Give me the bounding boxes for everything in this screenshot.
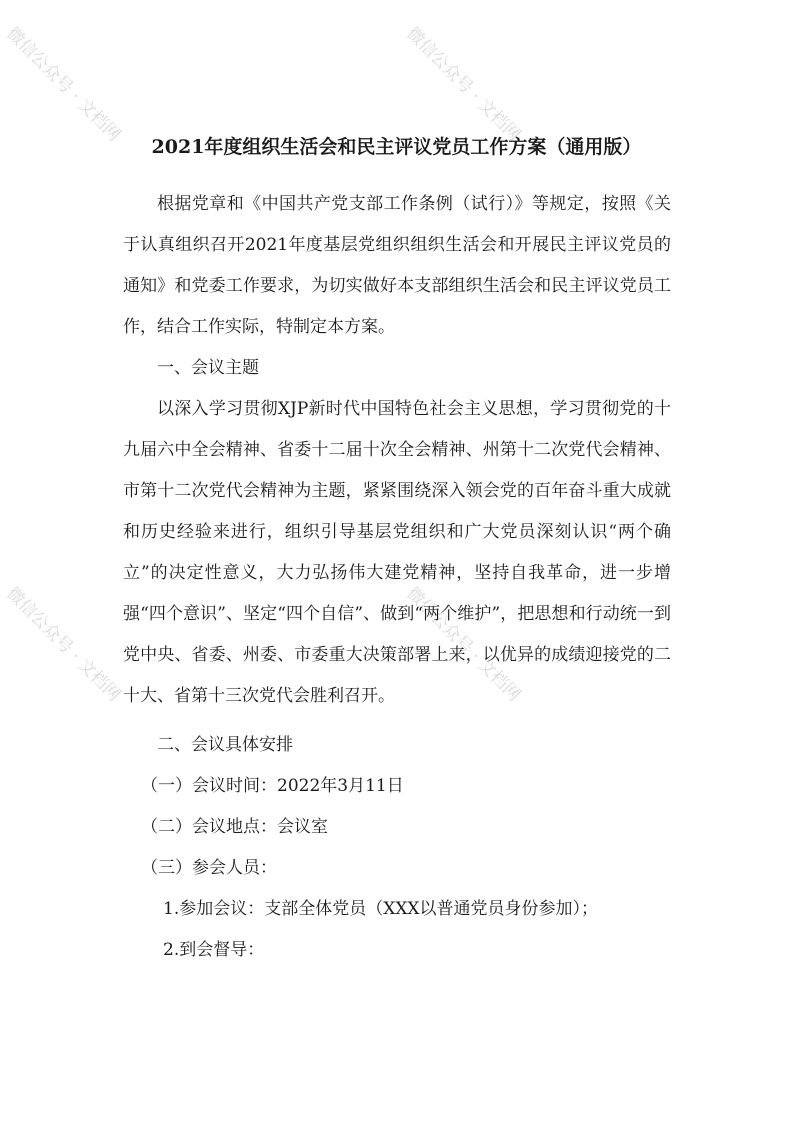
meeting-attendees: （三）参会人员： bbox=[141, 858, 277, 878]
watermark-text: 微信公众号 · 文档网 bbox=[2, 583, 125, 706]
watermark-text: 微信公众号 · 文档网 bbox=[402, 583, 525, 706]
meeting-time: （一）会议时间：2022年3月11日 bbox=[141, 776, 404, 796]
section-1-heading: 一、会议主题 bbox=[157, 358, 259, 378]
attendee-item-2: 2.到会督导： bbox=[163, 940, 265, 960]
section-1-paragraph: 以深入学习贯彻XJP新时代中国特色社会主义思想，学习贯彻党的十九届六中全会精神、省委十二届十次全会精神、州第十二次党代会精神、市第十二次党代会精神为主题，紧紧围绕深入领会党的百年奋斗重大成就和历史经验来进行，组织引导基层党组织和广大党员深刻认识“两个确立”的决定性意义，大力弘扬伟大建党精神，坚持自我革命，进一步增强“四个意识”、坚定“四个自信”、做到“两个维护”，把思想和行动统一到党中央、省委、州委、市委重大决策部署上来，以优异的成绩迎接党的二十大、省第十三次党代会胜利召开。 bbox=[123, 399, 671, 706]
intro-paragraph: 根据党章和《中国共产党支部工作条例（试行）》等规定，按照《关于认真组织召开2021年度基层党组织组织生活会和开展民主评议党员的通知》和党委工作要求，为切实做好本支部组织生活会和民主评议党员工作，结合工作实际，特制定本方案。 bbox=[123, 194, 671, 337]
document-title: 2021年度组织生活会和民主评议党员工作方案（通用版） bbox=[151, 136, 642, 158]
meeting-place: （二）会议地点：会议室 bbox=[141, 817, 328, 837]
watermark-text: 微信公众号 · 文档网 bbox=[2, 23, 125, 146]
section-2-heading: 二、会议具体安排 bbox=[157, 735, 293, 755]
watermark-text: 微信公众号 · 文档网 bbox=[402, 23, 525, 146]
attendee-item-1: 1.参加会议：支部全体党员（XXX以普通党员身份参加）； bbox=[163, 899, 599, 919]
document-body bbox=[123, 184, 671, 971]
